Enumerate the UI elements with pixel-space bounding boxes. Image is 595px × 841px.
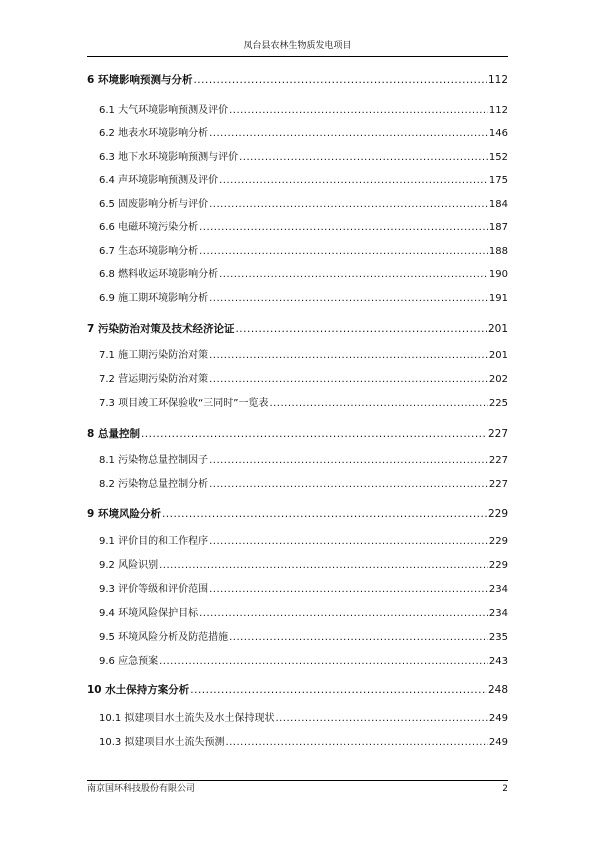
toc-leader-dots (269, 396, 487, 412)
toc-entry-title: 7.3 项目竣工环保验收“三同时”一览表 (99, 398, 269, 409)
toc-entry-title: 10 水土保持方案分析 (87, 684, 190, 696)
toc-entry-page: 112 (488, 105, 508, 116)
toc-entry[interactable] (87, 321, 508, 337)
toc-entry-page: 146 (488, 128, 508, 139)
toc-leader-dots (209, 348, 488, 364)
toc-entry-title: 6.3 地下水环境影响预测与评价 (99, 152, 239, 163)
toc-leader-dots (159, 558, 488, 574)
toc-entry-title: 10.1 拟建项目水土流失及水土保持现状 (99, 713, 275, 724)
toc-entry-title: 8.2 污染物总量控制分析 (99, 479, 209, 490)
toc-leader-dots (199, 606, 488, 622)
toc-leader-dots (199, 220, 488, 236)
toc-entry-page: 243 (488, 656, 508, 667)
toc-entry[interactable] (87, 682, 508, 698)
toc-entry-page: 227 (488, 455, 508, 466)
toc-entry[interactable] (87, 72, 508, 88)
toc-entry-page: 235 (488, 632, 508, 643)
toc-leader-dots (209, 372, 488, 388)
toc-leader-dots (159, 654, 488, 670)
toc-leader-dots (209, 453, 488, 469)
toc-entry[interactable] (87, 477, 508, 493)
toc-entry-title: 10.3 拟建项目水土流失预测 (99, 737, 225, 748)
toc-entry-page: 229 (488, 560, 508, 571)
toc-entry[interactable] (87, 582, 508, 598)
toc-entry-page: 229 (487, 508, 508, 520)
toc-entry[interactable] (87, 654, 508, 670)
toc-entry-title: 8.1 污染物总量控制因子 (99, 455, 209, 466)
toc-entry-page: 201 (488, 350, 508, 361)
toc-leader-dots (229, 103, 488, 119)
toc-entry-title: 8 总量控制 (87, 428, 140, 440)
toc-entry-page: 225 (488, 398, 508, 409)
toc-entry[interactable] (87, 453, 508, 469)
toc-entry-page: 227 (488, 479, 508, 490)
footer-page-number: 2 (502, 784, 508, 794)
toc-leader-dots (209, 126, 488, 142)
toc-entry[interactable] (87, 372, 508, 388)
toc-leader-dots (219, 173, 488, 189)
toc-entry[interactable] (87, 348, 508, 364)
page-footer (87, 780, 508, 795)
toc-entry-page: 234 (488, 608, 508, 619)
toc-leader-dots (275, 711, 487, 727)
toc-entry-title: 6 环境影响预测与分析 (87, 74, 193, 86)
toc-entry-page: 190 (488, 269, 508, 280)
toc-entry-title: 9.6 应急预案 (99, 656, 159, 667)
toc-entry[interactable] (87, 220, 508, 236)
toc-entry-page: 248 (487, 684, 508, 696)
toc-entry[interactable] (87, 630, 508, 646)
toc-leader-dots (219, 267, 488, 283)
toc-entry[interactable] (87, 173, 508, 189)
toc-leader-dots (209, 197, 488, 213)
toc-entry-title: 7.1 施工期污染防治对策 (99, 350, 209, 361)
toc-entry-title: 7.2 营运期污染防治对策 (99, 374, 209, 385)
toc-leader-dots (235, 321, 486, 337)
toc-entry[interactable] (87, 267, 508, 283)
toc-leader-dots (193, 72, 486, 88)
toc-entry-title: 9.2 风险识别 (99, 560, 159, 571)
toc-leader-dots (141, 426, 487, 442)
toc-entry-title: 6.1 大气环境影响预测及评价 (99, 105, 229, 116)
footer-company: 南京国环科技股份有限公司 (87, 784, 196, 794)
toc-entry-title: 6.4 声环境影响预测及评价 (99, 175, 219, 186)
toc-entry-title: 9.4 环境风险保护目标 (99, 608, 199, 619)
toc-leader-dots (209, 534, 488, 550)
toc-entry-title: 6.7 生态环境影响分析 (99, 246, 199, 257)
toc-entry-title: 9 环境风险分析 (87, 508, 161, 520)
toc-entry[interactable] (87, 396, 508, 412)
toc-entry-page: 202 (488, 374, 508, 385)
toc-entry-page: 249 (488, 737, 508, 748)
toc-entry-page: 191 (488, 293, 508, 304)
toc-entry-page: 152 (488, 152, 508, 163)
toc-entry[interactable] (87, 197, 508, 213)
toc-entry[interactable] (87, 534, 508, 550)
toc-entry[interactable] (87, 558, 508, 574)
toc-entry-page: 187 (488, 222, 508, 233)
toc-entry-page: 227 (487, 428, 508, 440)
toc-entry[interactable] (87, 506, 508, 522)
toc-entry-page: 249 (488, 713, 508, 724)
toc-entry[interactable] (87, 150, 508, 166)
toc-entry-page: 184 (488, 199, 508, 210)
toc-leader-dots (209, 291, 488, 307)
toc-leader-dots (239, 150, 488, 166)
toc-entry-title: 9.3 评价等级和评价范围 (99, 584, 209, 595)
toc-leader-dots (209, 477, 488, 493)
toc-entry[interactable] (87, 291, 508, 307)
toc-entry-page: 229 (488, 536, 508, 547)
toc-entry[interactable] (87, 735, 508, 751)
toc-entry-page: 201 (487, 323, 508, 335)
toc-entry-title: 6.5 固废影响分析与评价 (99, 199, 209, 210)
toc-leader-dots (199, 244, 488, 260)
toc-entry[interactable] (87, 126, 508, 142)
toc-leader-dots (209, 582, 488, 598)
toc-entry[interactable] (87, 103, 508, 119)
toc-leader-dots (190, 682, 487, 698)
toc-entry-page: 188 (488, 246, 508, 257)
toc-entry-page: 112 (487, 74, 508, 86)
toc-leader-dots (225, 735, 487, 751)
toc-entry-title: 9.1 评价目的和工作程序 (99, 536, 209, 547)
toc-entry-title: 6.9 施工期环境影响分析 (99, 293, 209, 304)
toc-entry-title: 6.6 电磁环境污染分析 (99, 222, 199, 233)
toc-entry[interactable] (87, 711, 508, 727)
page-header (87, 40, 508, 57)
toc-entry-title: 7 污染防治对策及技术经济论证 (87, 323, 235, 335)
toc-entry-title: 6.8 燃料收运环境影响分析 (99, 269, 219, 280)
toc-entry[interactable] (87, 244, 508, 260)
toc-entry[interactable] (87, 426, 508, 442)
toc-entry-title: 6.2 地表水环境影响分析 (99, 128, 209, 139)
toc-entry-title: 9.5 环境风险分析及防范措施 (99, 632, 229, 643)
toc-entry-page: 234 (488, 584, 508, 595)
toc-entry-page: 175 (488, 175, 508, 186)
toc-leader-dots (229, 630, 488, 646)
header-title: 凤台县农林生物质发电项目 (243, 41, 352, 51)
toc-leader-dots (162, 506, 487, 522)
toc-entry[interactable] (87, 606, 508, 622)
